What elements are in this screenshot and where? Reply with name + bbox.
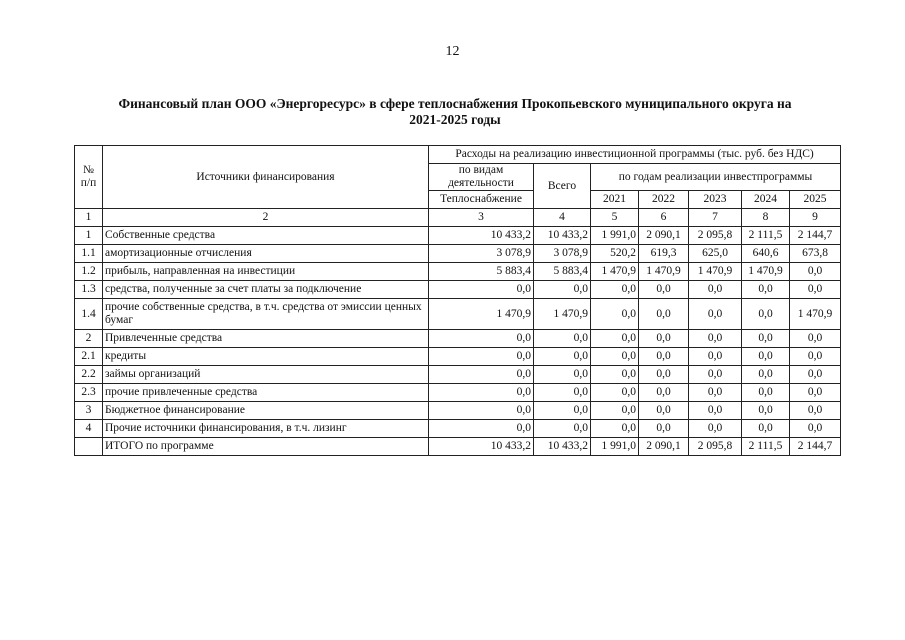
row-number: 1.3 (75, 281, 103, 299)
row-heat-supply-value: 10 433,2 (429, 227, 534, 245)
row-source-name: Прочие источники финансирования, в т.ч. лизинг (103, 420, 429, 438)
row-source-name: Бюджетное финансирование (103, 402, 429, 420)
header-year: 2024 (742, 191, 790, 209)
title-line-1: Финансовый план ООО «Энергоресурс» в сфере теплоснабжения Прокопьевского муниципального округа на (118, 96, 792, 111)
row-year-value: 0,0 (639, 384, 689, 402)
table-row (75, 348, 841, 366)
row-year-value: 673,8 (790, 245, 841, 263)
row-total-value: 1 470,9 (534, 299, 591, 330)
row-year-value: 0,0 (591, 420, 639, 438)
row-number: 1.4 (75, 299, 103, 330)
row-heat-supply-value: 3 078,9 (429, 245, 534, 263)
page-number: 12 (445, 44, 460, 59)
document-title (70, 96, 840, 128)
header-year: 2023 (689, 191, 742, 209)
header-num: № п/п (75, 146, 103, 209)
row-year-value: 2 090,1 (639, 227, 689, 245)
row-total-value: 0,0 (534, 402, 591, 420)
row-number (75, 438, 103, 456)
title-line-2: 2021-2025 годы (409, 112, 501, 127)
table-row (75, 384, 841, 402)
row-year-value: 0,0 (639, 420, 689, 438)
row-year-value: 0,0 (689, 384, 742, 402)
row-year-value: 0,0 (742, 366, 790, 384)
row-year-value: 0,0 (639, 402, 689, 420)
row-year-value: 0,0 (790, 263, 841, 281)
row-year-value: 0,0 (689, 299, 742, 330)
row-source-name: прибыль, направленная на инвестиции (103, 263, 429, 281)
row-source-name: Собственные средства (103, 227, 429, 245)
row-year-value: 2 144,7 (790, 227, 841, 245)
row-total-value: 10 433,2 (534, 227, 591, 245)
header-expenses: Расходы на реализацию инвестиционной программы (тыс. руб. без НДС) (429, 146, 841, 164)
row-total-value: 0,0 (534, 384, 591, 402)
col-number: 2 (103, 209, 429, 227)
row-year-value: 0,0 (639, 299, 689, 330)
row-heat-supply-value: 1 470,9 (429, 299, 534, 330)
col-number: 9 (790, 209, 841, 227)
row-year-value: 0,0 (790, 420, 841, 438)
row-source-name: займы организаций (103, 366, 429, 384)
table-row (75, 438, 841, 456)
row-year-value: 0,0 (742, 402, 790, 420)
row-number: 3 (75, 402, 103, 420)
row-year-value: 2 095,8 (689, 227, 742, 245)
row-total-value: 0,0 (534, 330, 591, 348)
row-year-value: 1 991,0 (591, 438, 639, 456)
row-source-name: ИТОГО по программе (103, 438, 429, 456)
row-year-value: 0,0 (742, 299, 790, 330)
row-year-value: 0,0 (790, 366, 841, 384)
row-source-name: прочие привлеченные средства (103, 384, 429, 402)
row-total-value: 0,0 (534, 348, 591, 366)
table-row (75, 402, 841, 420)
row-heat-supply-value: 5 883,4 (429, 263, 534, 281)
row-year-value: 0,0 (689, 366, 742, 384)
row-heat-supply-value: 10 433,2 (429, 438, 534, 456)
row-source-name: прочие собственные средства, в т.ч. средства от эмиссии ценных бумаг (103, 299, 429, 330)
row-total-value: 0,0 (534, 420, 591, 438)
row-year-value: 0,0 (591, 366, 639, 384)
row-source-name: кредиты (103, 348, 429, 366)
row-year-value: 2 111,5 (742, 227, 790, 245)
row-heat-supply-value: 0,0 (429, 402, 534, 420)
row-year-value: 0,0 (689, 330, 742, 348)
table-row (75, 281, 841, 299)
row-year-value: 0,0 (790, 384, 841, 402)
col-number: 3 (429, 209, 534, 227)
row-year-value: 0,0 (790, 348, 841, 366)
row-total-value: 10 433,2 (534, 438, 591, 456)
row-number: 1.2 (75, 263, 103, 281)
col-number: 5 (591, 209, 639, 227)
row-heat-supply-value: 0,0 (429, 366, 534, 384)
table-row (75, 299, 841, 330)
row-number: 1.1 (75, 245, 103, 263)
row-number: 2.2 (75, 366, 103, 384)
header-by-activity: по видам деятельности (429, 164, 534, 191)
row-year-value: 2 095,8 (689, 438, 742, 456)
row-source-name: средства, полученные за счет платы за подключение (103, 281, 429, 299)
row-year-value: 0,0 (591, 330, 639, 348)
row-year-value: 0,0 (639, 281, 689, 299)
row-year-value: 0,0 (591, 299, 639, 330)
col-number: 4 (534, 209, 591, 227)
row-year-value: 0,0 (742, 348, 790, 366)
row-year-value: 625,0 (689, 245, 742, 263)
row-year-value: 0,0 (742, 420, 790, 438)
row-number: 4 (75, 420, 103, 438)
row-year-value: 0,0 (639, 330, 689, 348)
row-number: 2.3 (75, 384, 103, 402)
row-number: 2.1 (75, 348, 103, 366)
table-row (75, 330, 841, 348)
table-row (75, 245, 841, 263)
row-year-value: 0,0 (689, 281, 742, 299)
row-source-name: амортизационные отчисления (103, 245, 429, 263)
row-year-value: 1 470,9 (742, 263, 790, 281)
row-year-value: 0,0 (742, 281, 790, 299)
row-year-value: 1 991,0 (591, 227, 639, 245)
row-heat-supply-value: 0,0 (429, 384, 534, 402)
header-heat-supply: Теплоснабжение (429, 191, 534, 209)
row-number: 2 (75, 330, 103, 348)
row-year-value: 0,0 (591, 402, 639, 420)
row-year-value: 1 470,9 (790, 299, 841, 330)
col-number: 7 (689, 209, 742, 227)
header-year: 2025 (790, 191, 841, 209)
row-heat-supply-value: 0,0 (429, 330, 534, 348)
row-year-value: 640,6 (742, 245, 790, 263)
row-year-value: 0,0 (591, 348, 639, 366)
financial-plan-table (74, 145, 841, 456)
table-row (75, 227, 841, 245)
row-source-name: Привлеченные средства (103, 330, 429, 348)
row-year-value: 1 470,9 (689, 263, 742, 281)
header-source: Источники финансирования (103, 146, 429, 209)
row-year-value: 0,0 (790, 330, 841, 348)
row-year-value: 0,0 (689, 420, 742, 438)
row-year-value: 0,0 (591, 281, 639, 299)
col-number: 8 (742, 209, 790, 227)
row-year-value: 0,0 (689, 402, 742, 420)
row-number: 1 (75, 227, 103, 245)
row-year-value: 0,0 (790, 402, 841, 420)
table-row (75, 263, 841, 281)
row-year-value: 520,2 (591, 245, 639, 263)
header-year: 2022 (639, 191, 689, 209)
row-total-value: 0,0 (534, 366, 591, 384)
row-year-value: 0,0 (639, 366, 689, 384)
row-heat-supply-value: 0,0 (429, 348, 534, 366)
header-year: 2021 (591, 191, 639, 209)
row-year-value: 2 090,1 (639, 438, 689, 456)
row-year-value: 619,3 (639, 245, 689, 263)
row-year-value: 2 111,5 (742, 438, 790, 456)
col-number: 6 (639, 209, 689, 227)
row-year-value: 1 470,9 (591, 263, 639, 281)
row-year-value: 0,0 (790, 281, 841, 299)
row-year-value: 0,0 (689, 348, 742, 366)
header-by-year: по годам реализации инвестпрограммы (591, 164, 841, 191)
header-total: Всего (534, 164, 591, 209)
table-row (75, 420, 841, 438)
row-year-value: 1 470,9 (639, 263, 689, 281)
row-heat-supply-value: 0,0 (429, 420, 534, 438)
row-year-value: 0,0 (742, 330, 790, 348)
row-total-value: 0,0 (534, 281, 591, 299)
row-year-value: 0,0 (742, 384, 790, 402)
row-total-value: 3 078,9 (534, 245, 591, 263)
row-year-value: 2 144,7 (790, 438, 841, 456)
row-year-value: 0,0 (639, 348, 689, 366)
row-year-value: 0,0 (591, 384, 639, 402)
table-row (75, 366, 841, 384)
col-number: 1 (75, 209, 103, 227)
row-heat-supply-value: 0,0 (429, 281, 534, 299)
row-total-value: 5 883,4 (534, 263, 591, 281)
